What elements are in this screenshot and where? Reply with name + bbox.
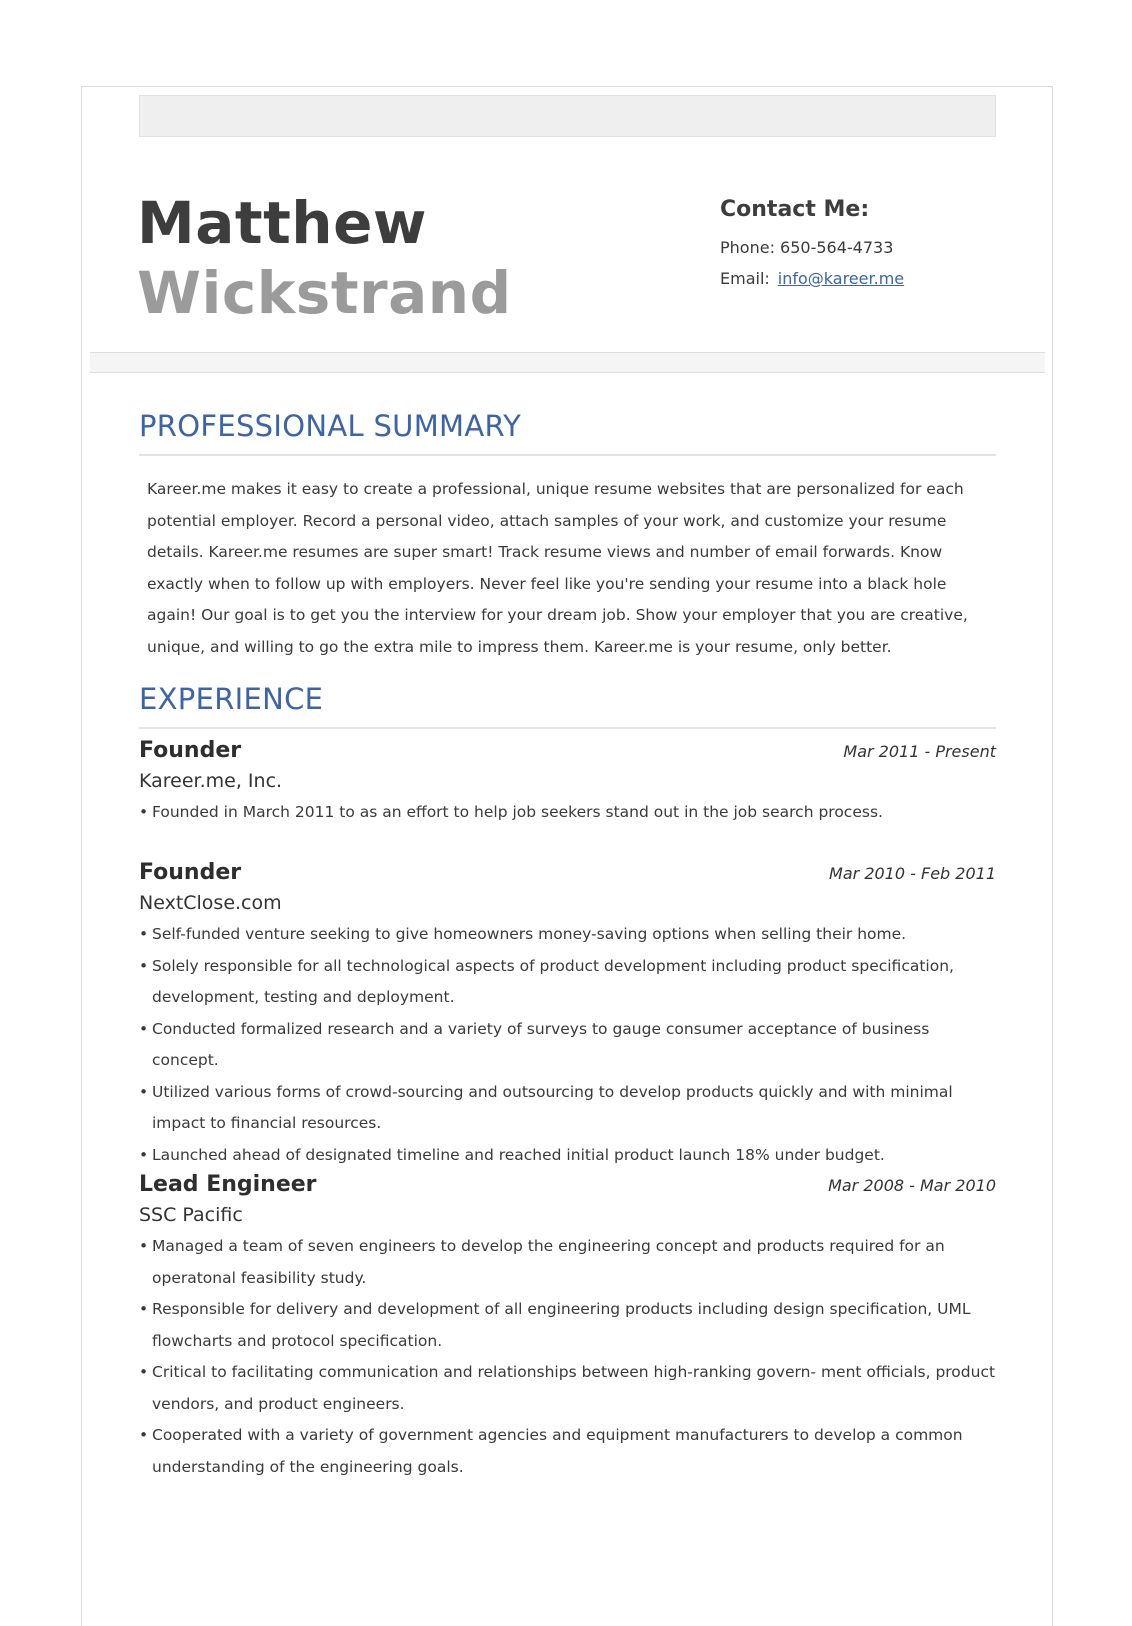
job-bullets: [139, 919, 996, 1171]
job-dates: Mar 2011 - Present: [843, 742, 996, 761]
job-entry: [139, 1170, 996, 1483]
email-label: Email:: [720, 269, 770, 288]
phone-number: 650-564-4733: [780, 238, 894, 257]
bullet-item: • Founded in March 2011 to as an effort to help job seekers stand out in the job search process.: [139, 797, 996, 829]
summary-text: Kareer.me makes it easy to create a professional, unique resume websites that are personalized for each potential employer. Record a personal video, attach samples of your work, and customize your resume details. Kareer.me resumes are super smart! Track resume views and number of email forwards. Know exactly when to follow up with employers. Never feel like you're sending your resume into a black hole again! Our goal is to get you the interview for your dream job. Show your employer that you are creative, unique, and willing to go the extra mile to impress them. Kareer.me is your resume, only better.: [147, 480, 968, 656]
job-dates: Mar 2010 - Feb 2011: [829, 864, 996, 883]
phone-label: Phone:: [720, 238, 775, 257]
bullet-item: • Responsible for delivery and development of all engineering products including design specification, UML flowcharts and protocol specification.: [139, 1294, 996, 1357]
bullet-item: • Conducted formalized research and a variety of surveys to gauge consumer acceptance of business concept.: [139, 1014, 996, 1077]
job-bullets: [139, 1231, 996, 1483]
job-company: NextClose.com: [139, 892, 282, 914]
phone-line: [720, 232, 1020, 263]
summary-heading: PROFESSIONAL SUMMARY: [139, 406, 996, 456]
bullet-item: • Cooperated with a variety of government agencies and equipment manufacturers to develop a common understanding of the engineering goals.: [139, 1420, 996, 1483]
header-divider: [90, 352, 1045, 373]
job-company: Kareer.me, Inc.: [139, 770, 283, 792]
email-link[interactable]: info@kareer.me: [777, 269, 905, 288]
job-title: Founder: [139, 738, 242, 763]
bullet-item: • Launched ahead of designated timeline and reached initial product launch 18% under budget.: [139, 1140, 996, 1172]
bullet-item: • Solely responsible for all technological aspects of product development including product specification, development, testing and deployment.: [139, 951, 996, 1014]
contact-title: Contact Me:: [720, 197, 870, 222]
last-name: Wickstrand: [137, 259, 512, 327]
bullet-item: • Utilized various forms of crowd-sourcing and outsourcing to develop products quickly and with minimal impact to financial resources.: [139, 1077, 996, 1140]
first-name: Matthew: [137, 189, 428, 257]
job-entry: [139, 736, 996, 829]
job-bullets: [139, 797, 996, 829]
job-company: SSC Pacific: [139, 1204, 243, 1226]
job-dates: Mar 2008 - Mar 2010: [828, 1176, 996, 1195]
job-title: Lead Engineer: [139, 1172, 317, 1197]
bullet-item: • Critical to facilitating communication and relationships between high-ranking govern- ment officials, product vendors, and product engineers.: [139, 1357, 996, 1420]
header-bar: [139, 95, 996, 137]
job-entry: [139, 858, 996, 1171]
bullet-item: • Managed a team of seven engineers to develop the engineering concept and products required for an operatonal feasibility study.: [139, 1231, 996, 1294]
contact-block: [720, 196, 1020, 294]
experience-heading: EXPERIENCE: [139, 679, 996, 729]
job-title: Founder: [139, 860, 242, 885]
email-line: [720, 263, 1020, 294]
bullet-item: • Self-funded venture seeking to give homeowners money-saving options when selling their home.: [139, 919, 996, 951]
